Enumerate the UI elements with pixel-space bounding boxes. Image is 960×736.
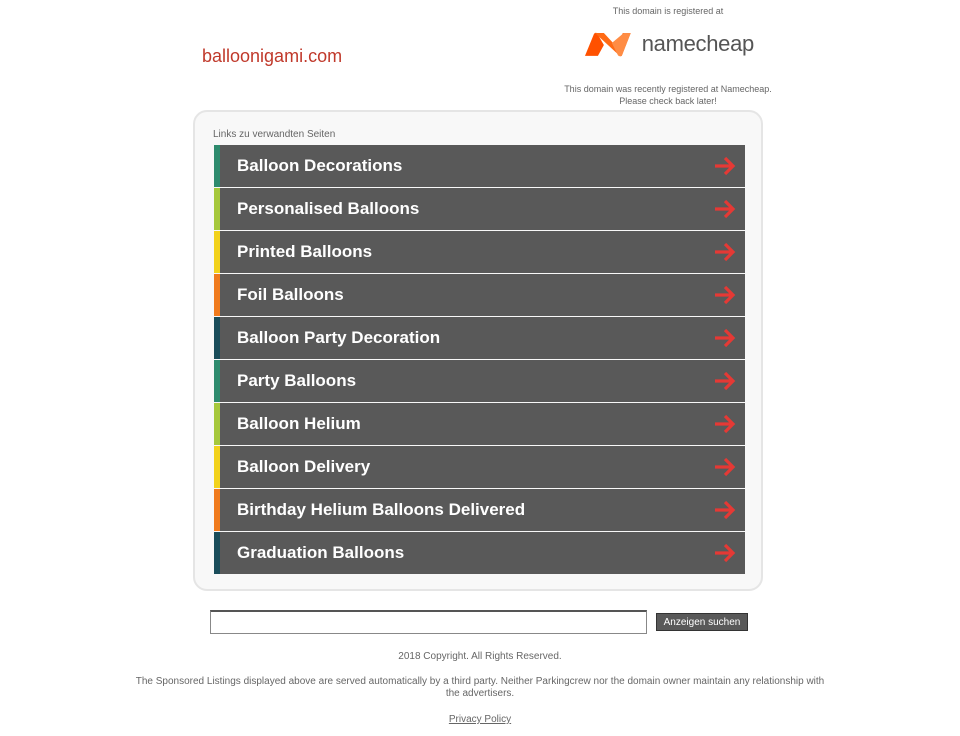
related-link-label[interactable]: Balloon Decorations	[237, 156, 403, 175]
related-link-row[interactable]	[214, 532, 745, 574]
related-link-label[interactable]: Graduation Balloons	[237, 543, 405, 562]
link-accent-bar	[214, 403, 220, 445]
link-accent-bar	[214, 188, 220, 230]
related-link-row[interactable]	[214, 360, 745, 402]
related-link-label[interactable]: Birthday Helium Balloons Delivered	[237, 500, 526, 519]
related-link-label[interactable]: Party Balloons	[237, 371, 357, 390]
related-link-row[interactable]	[214, 489, 745, 531]
link-accent-bar	[214, 446, 220, 488]
link-accent-bar	[214, 231, 220, 273]
right-arrow-icon	[713, 283, 737, 307]
registrar-bottom-line-2: Please check back later!	[619, 96, 717, 106]
related-link-label[interactable]: Personalised Balloons	[237, 199, 420, 218]
right-arrow-icon	[713, 541, 737, 565]
related-links-caption: Links zu verwandten Seiten	[213, 129, 336, 140]
related-link-label[interactable]: Balloon Helium	[237, 414, 361, 433]
related-link-label[interactable]: Balloon Delivery	[237, 457, 371, 476]
related-link-row[interactable]	[214, 403, 745, 445]
related-link-row[interactable]	[214, 446, 745, 488]
privacy-policy-link[interactable]: Privacy Policy	[448, 714, 512, 725]
related-link-row[interactable]	[214, 317, 745, 359]
link-accent-bar	[214, 489, 220, 531]
registrar-bottom-line-1: This domain was recently registered at Namecheap.	[564, 84, 772, 94]
search-row	[210, 610, 750, 634]
related-link-row[interactable]	[214, 188, 745, 230]
namecheap-logo-text: namecheap	[641, 31, 754, 56]
right-arrow-icon	[713, 240, 737, 264]
registrar-top-text: This domain is registered at	[612, 6, 724, 16]
right-arrow-icon	[713, 455, 737, 479]
registrar-bottom-text	[552, 83, 784, 107]
right-arrow-icon	[713, 412, 737, 436]
right-arrow-icon	[713, 498, 737, 522]
link-accent-bar	[214, 360, 220, 402]
privacy-policy	[0, 714, 960, 725]
related-link-row[interactable]	[214, 231, 745, 273]
domain-name-link[interactable]: balloonigami.com	[202, 46, 343, 66]
related-link-label[interactable]: Printed Balloons	[237, 242, 373, 261]
disclaimer-text: The Sponsored Listings displayed above are served automatically by a third party. Neither Parkingcrew nor the domain owner maintain any relationship with the advertisers.	[135, 676, 825, 699]
link-accent-bar	[214, 532, 220, 574]
copyright-text: 2018 Copyright. All Rights Reserved.	[398, 651, 562, 662]
link-accent-bar	[214, 274, 220, 316]
related-link-label[interactable]: Balloon Party Decoration	[237, 328, 441, 347]
related-link-row[interactable]	[214, 145, 745, 187]
related-links-panel	[193, 110, 763, 591]
related-link-row[interactable]	[214, 274, 745, 316]
namecheap-n-icon	[582, 29, 634, 59]
right-arrow-icon	[713, 154, 737, 178]
related-links-list	[214, 145, 745, 575]
right-arrow-icon	[713, 326, 737, 350]
namecheap-logo[interactable]	[582, 25, 754, 63]
link-accent-bar	[214, 145, 220, 187]
right-arrow-icon	[713, 197, 737, 221]
related-link-label[interactable]: Foil Balloons	[237, 285, 344, 304]
link-accent-bar	[214, 317, 220, 359]
registrar-box	[552, 5, 784, 107]
right-arrow-icon	[713, 369, 737, 393]
search-input[interactable]	[210, 610, 647, 634]
search-ads-button[interactable]: Anzeigen suchen	[656, 613, 748, 631]
